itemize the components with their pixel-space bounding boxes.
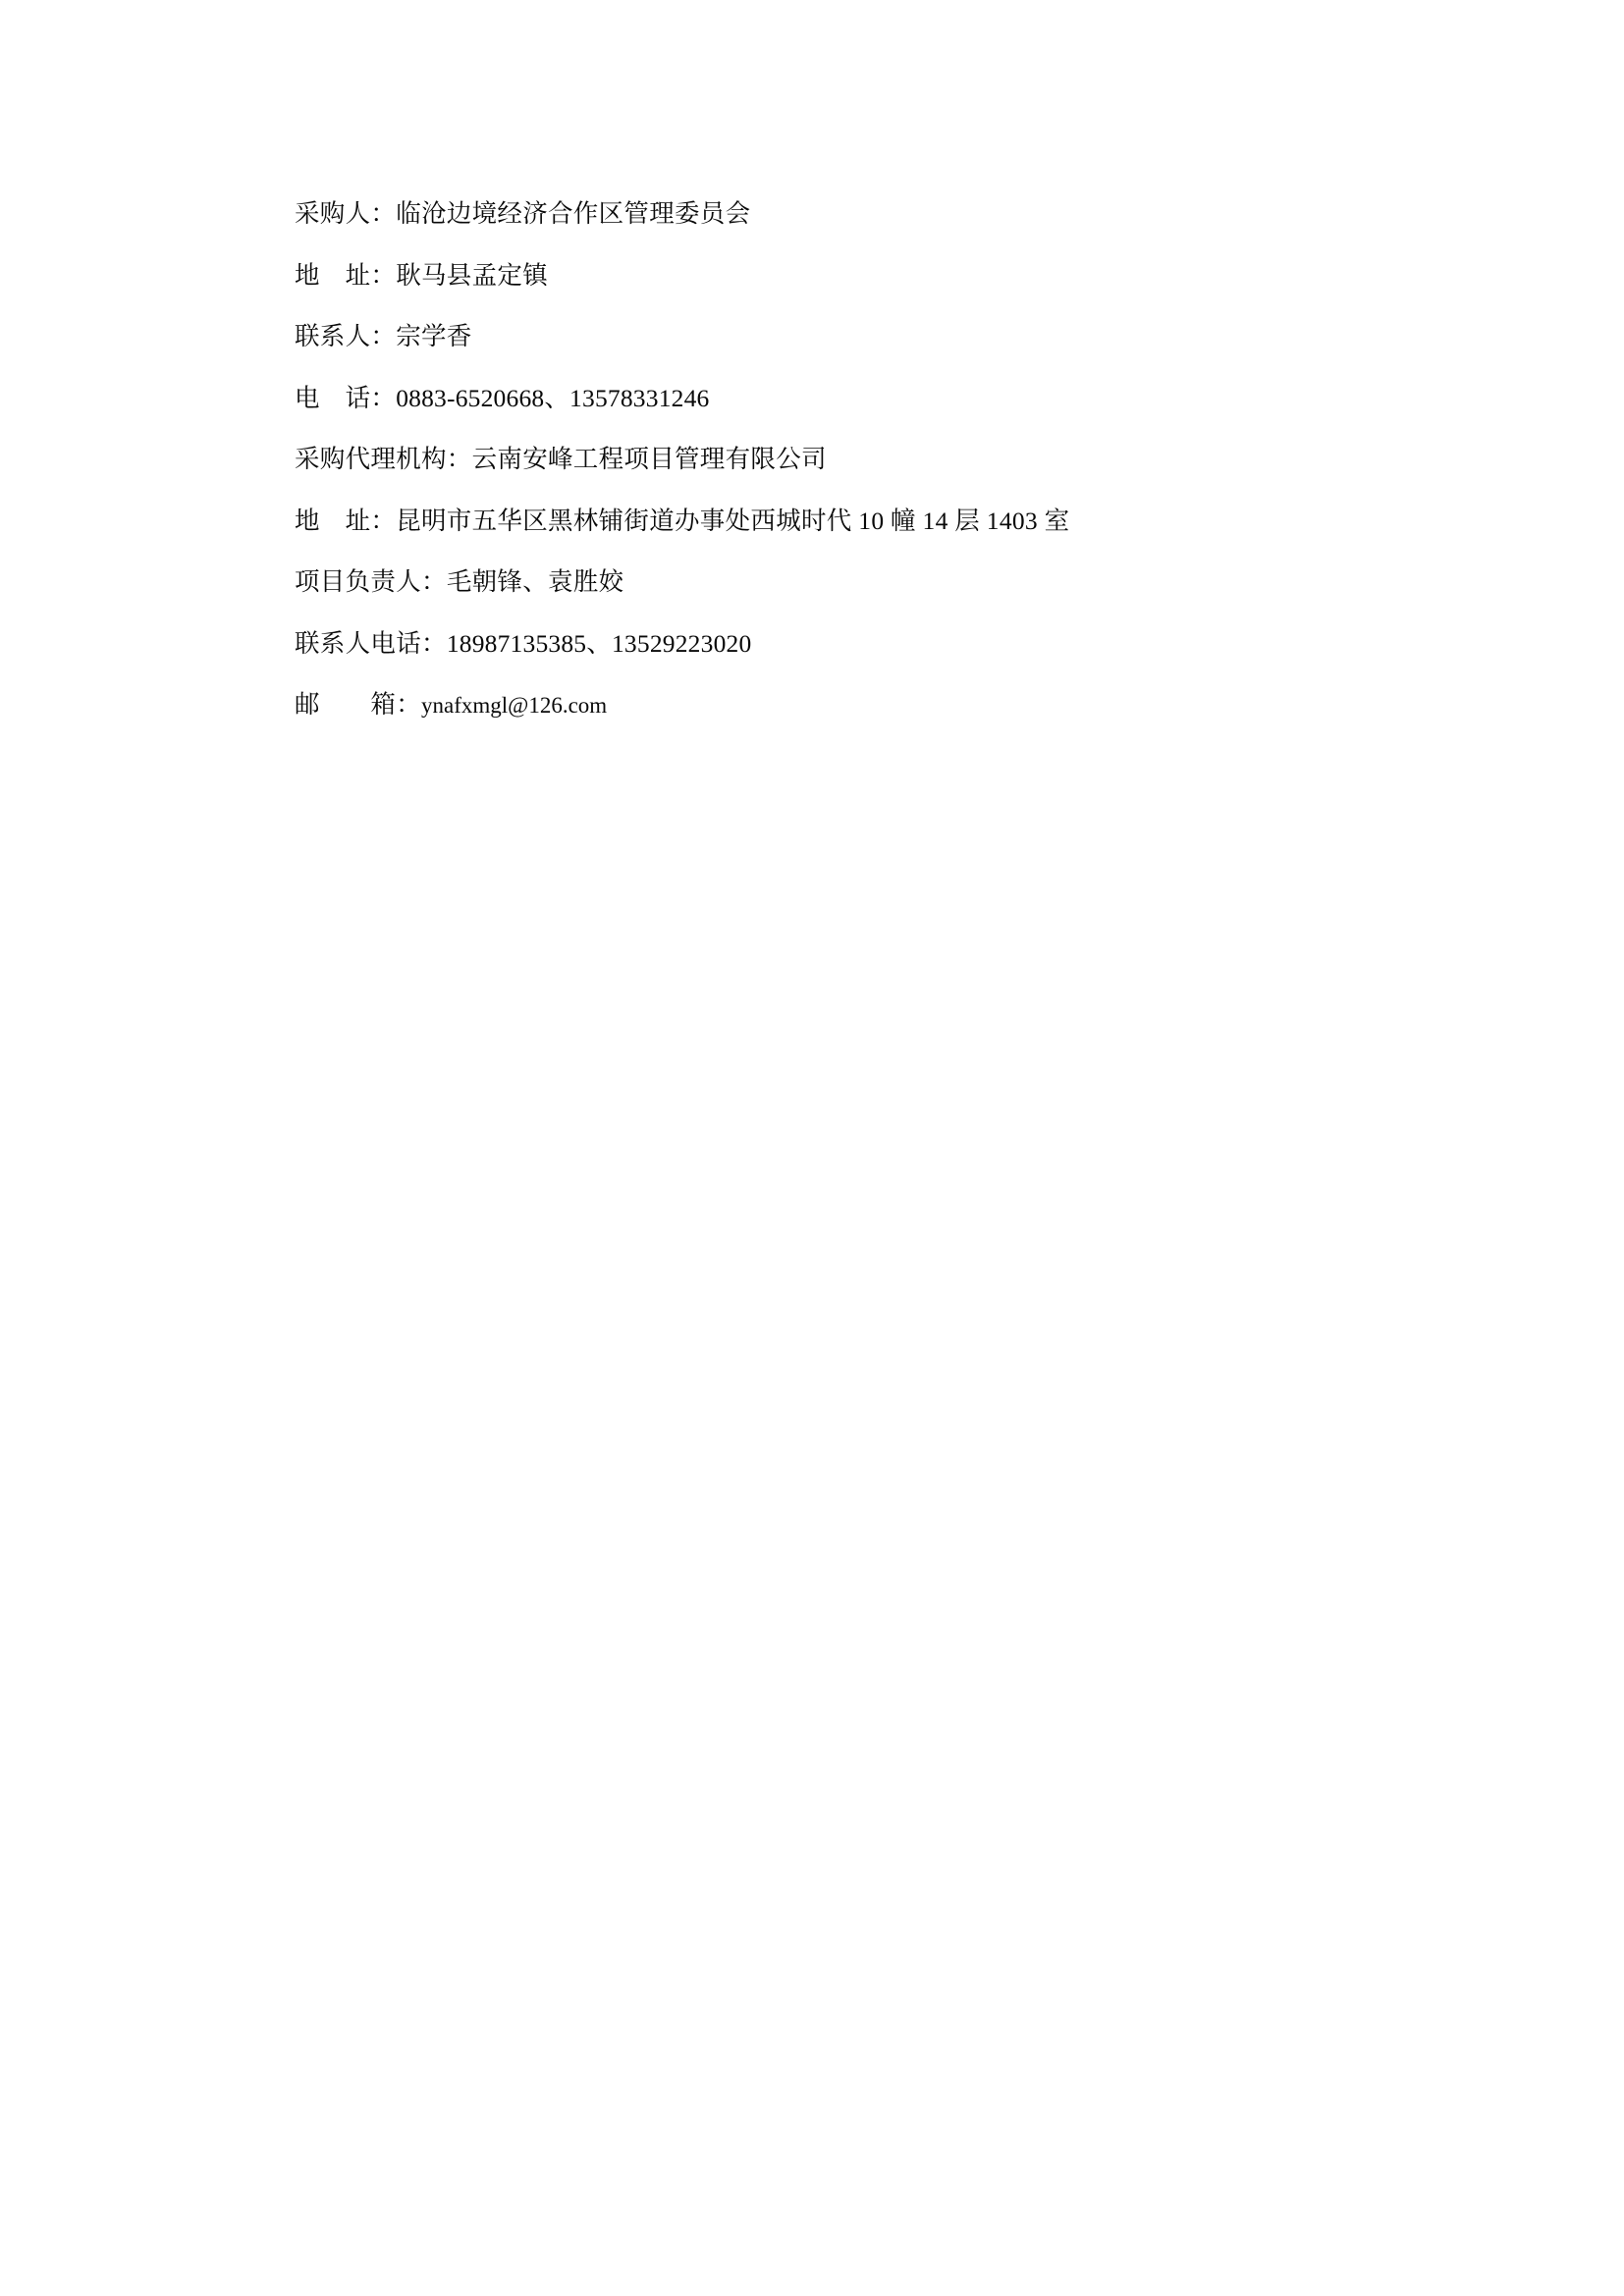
contact-value-manager-phone: 18987135385、13529223020 [446,628,752,658]
contact-value-purchaser: 临沧边境经济合作区管理委员会 [396,199,751,228]
contact-label-purchaser: 采购人： [295,199,397,228]
contact-line-manager-phone [295,628,1388,658]
contact-label-agency-address: 地 址： [295,506,397,535]
contact-line-purchaser [295,201,1388,227]
contact-value-agency-address: 昆明市五华区黑林铺街道办事处西城时代 10 幢 14 层 1403 室 [396,506,1070,535]
contact-label-phone: 电 话： [295,383,397,412]
contact-info-block [295,201,1388,718]
contact-line-person [295,324,1388,349]
contact-line-purchaser-address [295,260,1388,290]
contact-line-project-manager [295,569,1388,595]
contact-line-email [295,692,1388,718]
contact-value-person: 宗学香 [396,322,472,350]
contact-value-phone: 0883-6520668、13578331246 [396,383,710,412]
contact-line-agency [295,447,1388,472]
contact-label-person: 联系人： [295,322,397,350]
contact-value-agency: 云南安峰工程项目管理有限公司 [471,445,827,473]
contact-label-purchaser-address: 地 址： [295,260,397,290]
contact-label-email: 邮 箱： [295,690,422,719]
contact-value-email: ynafxmgl@126.com [421,693,608,718]
contact-value-project-manager: 毛朝锋、袁胜姣 [446,567,624,596]
contact-line-agency-address [295,508,1388,534]
contact-label-manager-phone: 联系人电话： [295,628,447,658]
contact-label-project-manager: 项目负责人： [295,567,447,596]
contact-line-phone [295,383,1388,412]
contact-label-agency: 采购代理机构： [295,445,472,473]
contact-value-purchaser-address: 耿马县孟定镇 [396,260,549,290]
